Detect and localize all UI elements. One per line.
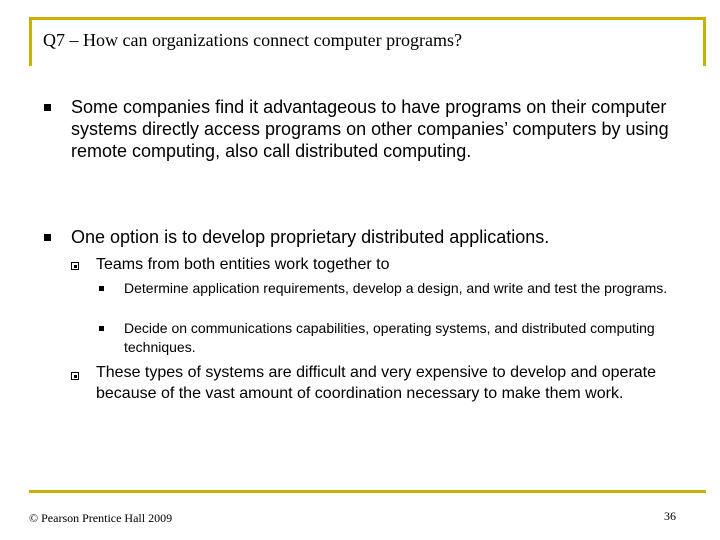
footer-copyright: © Pearson Prentice Hall 2009 [29, 511, 173, 525]
bullet-square-icon [44, 104, 51, 111]
sub-bullet-text-2: These types of systems are difficult and very expensive to develop and operate because of the vast amount of coordination necessary to make them work. [96, 364, 657, 402]
sub-sub-bullet-text-2: Decide on communications capabilities, operating systems, and distributed computing techniques. [124, 320, 655, 355]
footer-divider [29, 490, 706, 493]
bullet-hollow-square-icon [71, 262, 79, 270]
bullet-square-icon [44, 234, 51, 241]
page-number: 36 [664, 509, 676, 523]
bullet-square-icon [99, 286, 104, 291]
slide-title: Q7 – How can organizations connect computer programs? [43, 30, 463, 50]
bullet-hollow-square-icon [71, 372, 79, 380]
bullet-text-1: Some companies find it advantageous to have programs on their computer systems directly access programs on other companies’ computers by using remote computing, also call distributed computing. [71, 97, 669, 161]
sub-bullet-text-1: Teams from both entities work together to [96, 256, 390, 273]
bullet-square-icon [99, 326, 104, 331]
bullet-text-2: One option is to develop proprietary distributed applications. [71, 227, 550, 247]
sub-sub-bullet-text-1: Determine application requirements, develop a design, and write and test the programs. [124, 280, 668, 296]
